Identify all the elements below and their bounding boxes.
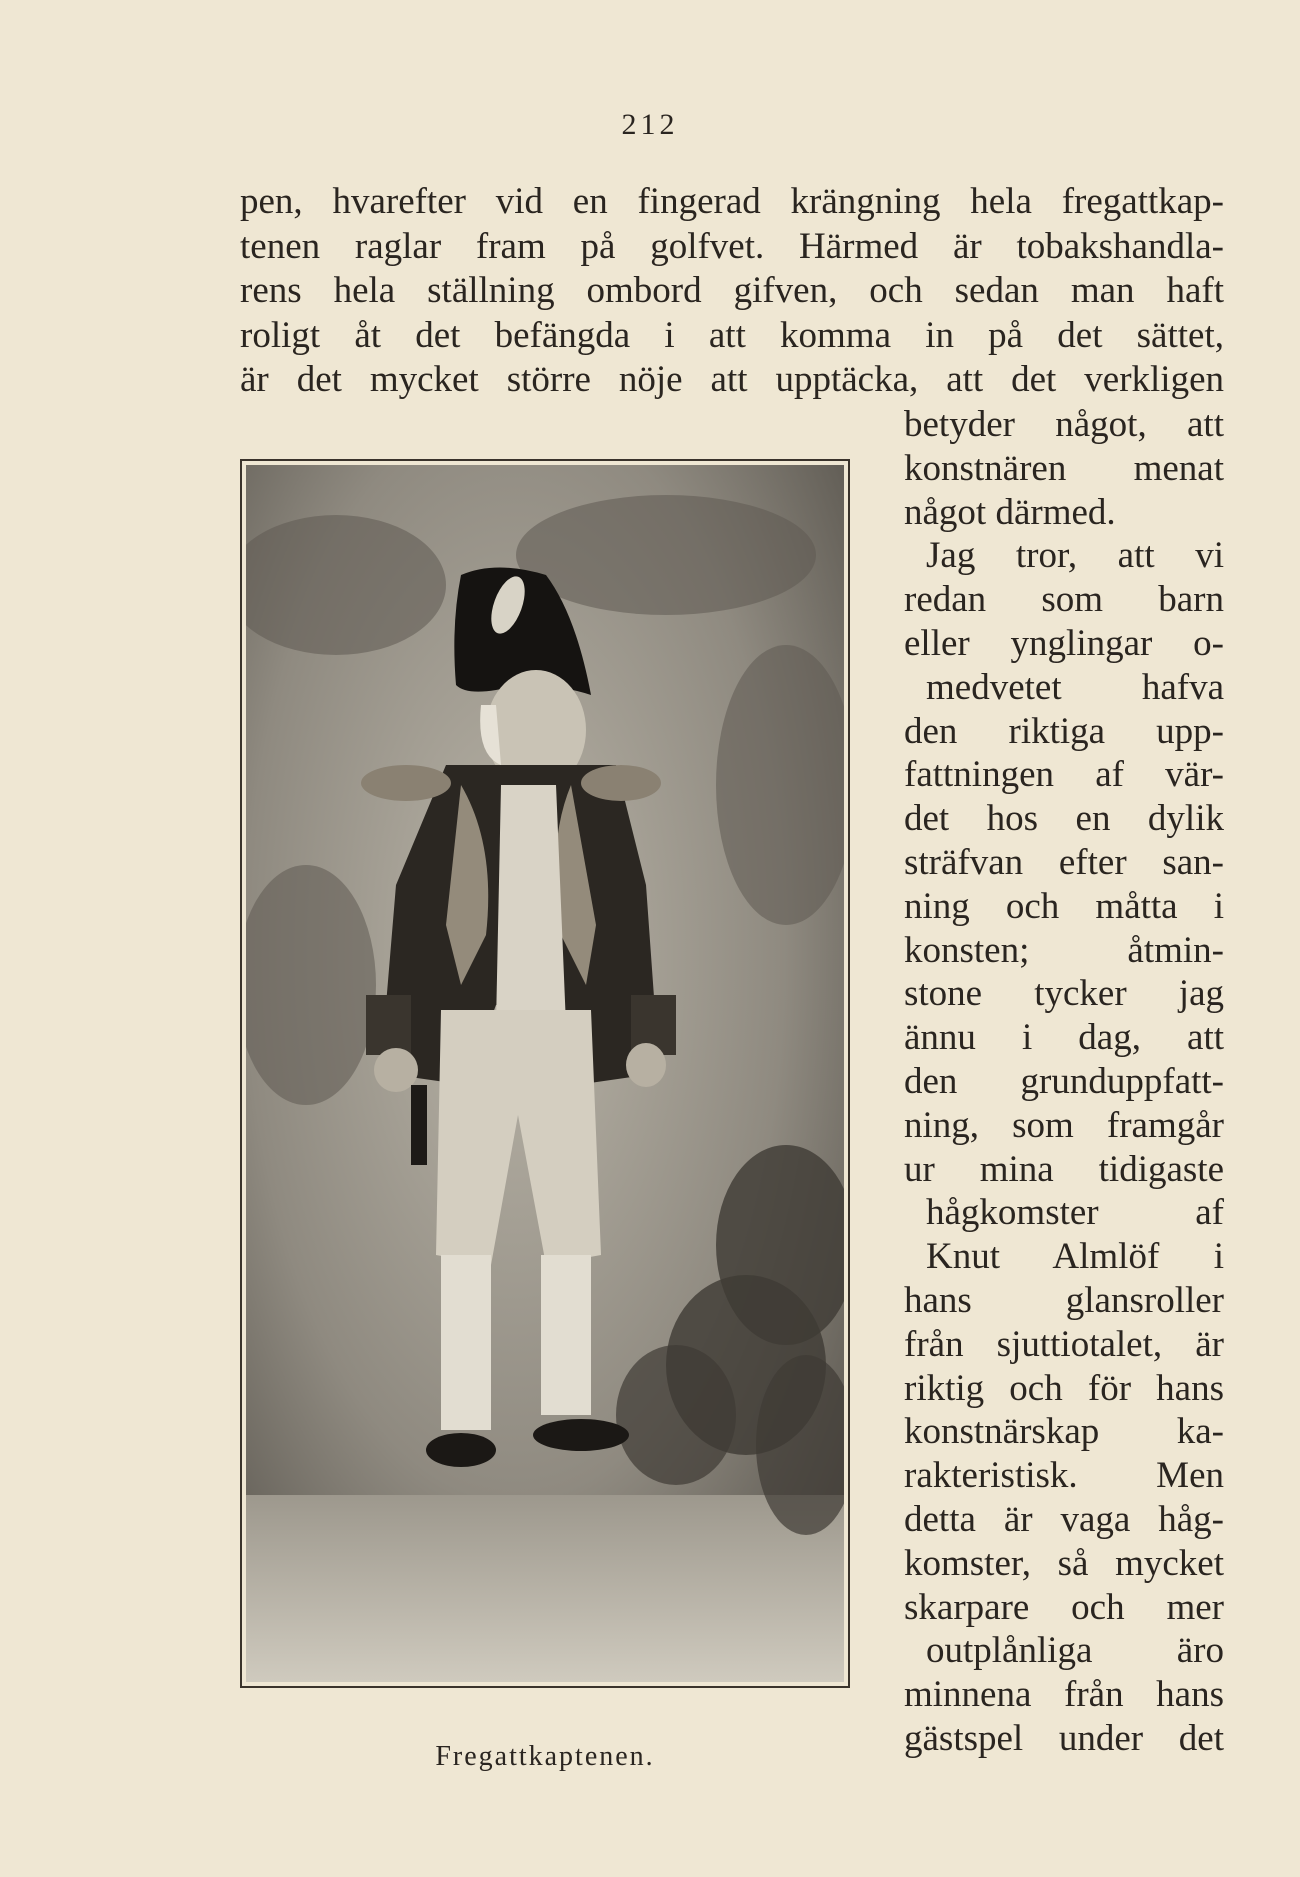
body-text-full-width <box>240 180 1224 403</box>
text-line: rens hela ställning ombord gifven, och sedan man haft <box>240 270 1224 311</box>
text-line: betyder något, att <box>904 404 1224 445</box>
text-line: konstnärskap ka- <box>904 1411 1224 1453</box>
text-line: den grunduppfatt- <box>904 1060 1224 1102</box>
text-line: pen, hvarefter vid en fingerad krängning hela fregattkap- <box>240 181 1224 222</box>
text-line: detta är vaga håg- <box>904 1498 1224 1540</box>
text-line: Knut Almlöf i <box>926 1236 1224 1278</box>
text-line: ning och måtta i <box>904 885 1224 927</box>
text-line: är det mycket större nöje att upptäcka, att det verkligen <box>240 359 1224 400</box>
text-line: redan som barn <box>904 579 1224 621</box>
text-line: sträfvan efter san- <box>904 841 1224 883</box>
text-line: konstnären menat <box>904 447 1224 489</box>
text-line: minnena från hans <box>904 1674 1224 1716</box>
text-line: något därmed. <box>904 491 1116 533</box>
portrait-photo <box>246 465 844 1682</box>
text-line: hågkomster af <box>926 1192 1224 1234</box>
text-line: ännu i dag, att <box>904 1017 1224 1059</box>
text-line: riktig och för hans <box>904 1367 1224 1409</box>
portrait-photo-frame <box>240 459 850 1688</box>
text-line: gästspel under det <box>904 1717 1224 1759</box>
text-line: från sjuttiotalet, är <box>904 1323 1224 1365</box>
text-line: ning, som framgår <box>904 1104 1224 1146</box>
text-line: Jag tror, att vi <box>926 535 1224 577</box>
text-line: tenen raglar fram på golfvet. Härmed är tobakshandla- <box>240 225 1224 267</box>
text-line: konsten; åtmin- <box>904 929 1224 971</box>
text-line: det hos en dylik <box>904 798 1224 840</box>
text-line: komster, så mycket <box>904 1542 1224 1584</box>
text-line: medvetet hafva <box>926 666 1224 708</box>
floor <box>246 1495 844 1682</box>
text-line: stone tycker jag <box>904 973 1224 1015</box>
text-line: eller ynglingar o- <box>904 622 1224 664</box>
figure-caption: Fregattkaptenen. <box>435 1741 655 1772</box>
page-number: 212 <box>621 108 679 141</box>
text-line: outplånliga äro <box>926 1630 1224 1672</box>
body-text-side-column <box>904 403 1224 1761</box>
text-line: hans glansroller <box>904 1279 1224 1321</box>
text-line: den riktiga upp- <box>904 710 1224 752</box>
text-line: ur mina tidigaste <box>904 1148 1224 1190</box>
text-line: roligt åt det befängda i att komma in på det sättet, <box>240 314 1224 356</box>
text-line: rakteristisk. Men <box>904 1455 1224 1497</box>
text-line: fattningen af vär- <box>904 754 1224 796</box>
text-line: skarpare och mer <box>904 1586 1224 1628</box>
